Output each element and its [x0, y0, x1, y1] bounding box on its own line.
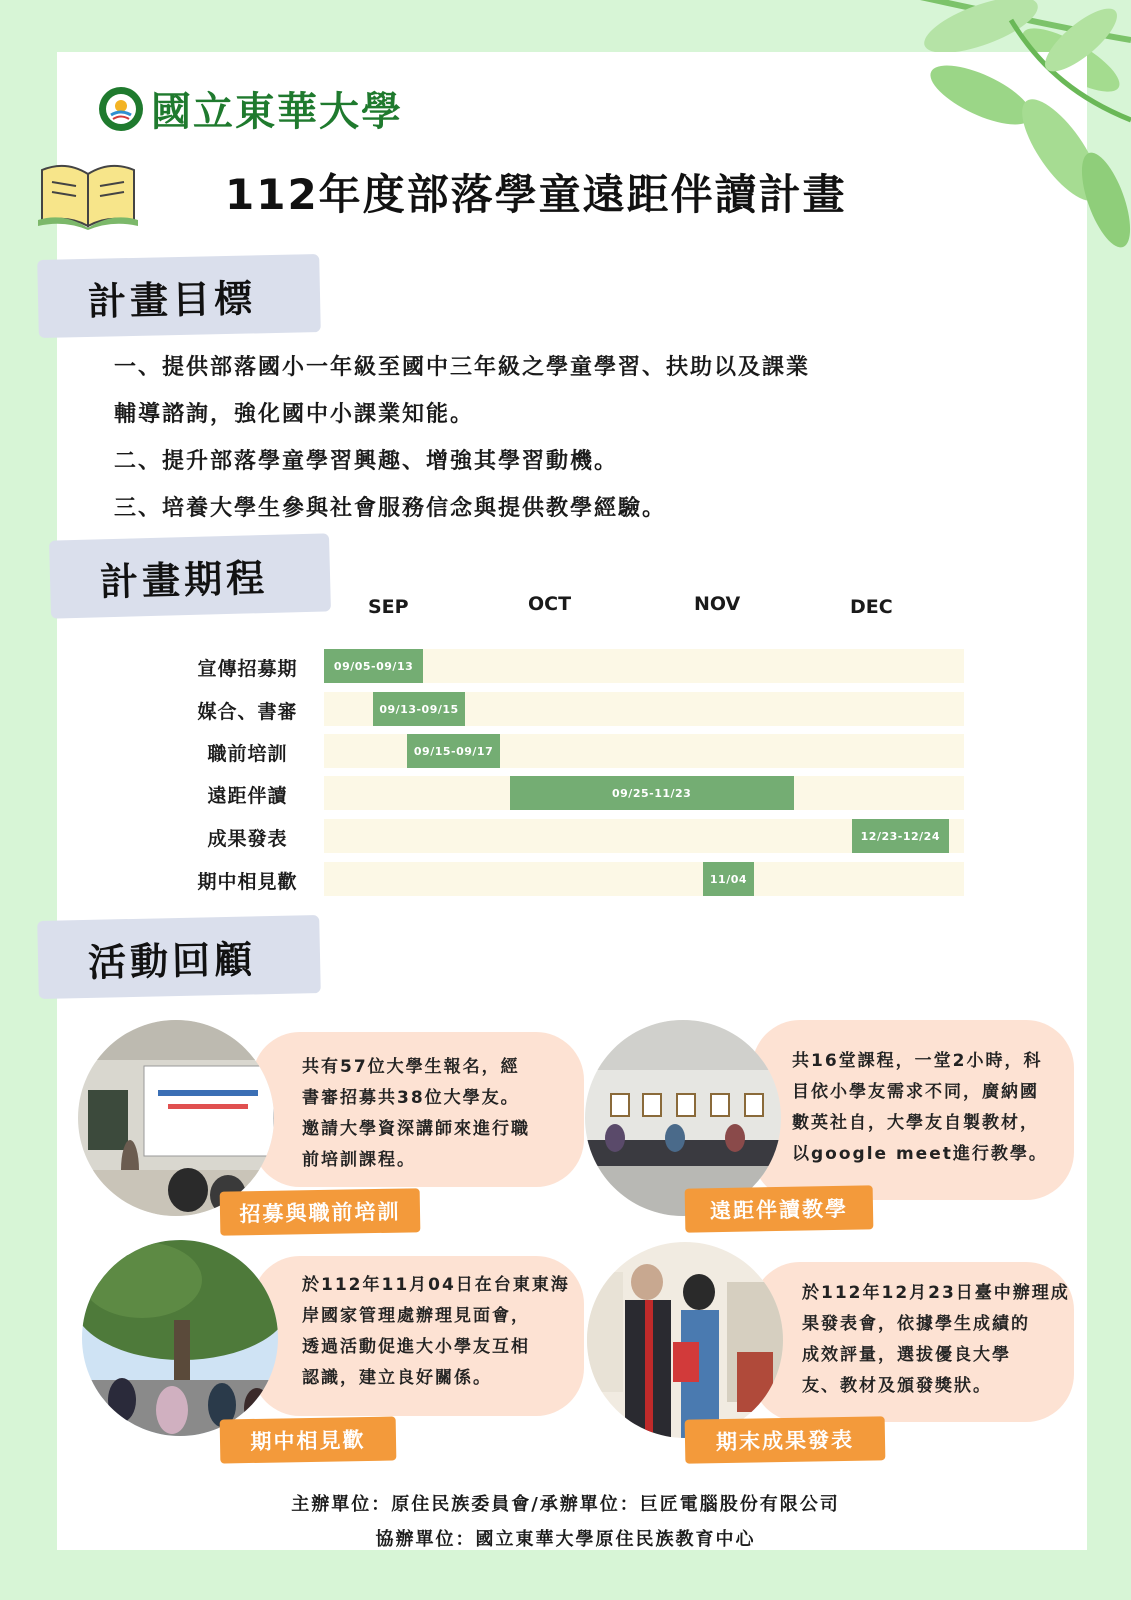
midterm-photo: [82, 1240, 278, 1436]
gantt-bar: 09/25-11/23: [510, 776, 794, 810]
organizer-line: 主辦單位：原住民族委員會/承辦單位：巨匠電腦股份有限公司: [291, 1494, 840, 1515]
teaching-card-label: 遠距伴讀教學: [685, 1185, 874, 1232]
final-card-text: 於112年12月23日臺中辦理成 果發表會，依據學生成績的 成效評量，選拔優良大學 友、教材及頒發獎狀。: [752, 1262, 1074, 1422]
university-seal-icon: [97, 85, 145, 133]
gantt-row-label: 成果發表: [207, 828, 288, 850]
gantt-bar: 09/13-09/15: [373, 692, 465, 726]
gantt-track: [324, 734, 964, 768]
schedule-section-title: 計畫期程: [49, 533, 331, 618]
gantt-bar: 09/05-09/13: [324, 649, 423, 683]
gantt-track: [324, 776, 964, 810]
gantt-bar: 11/04: [703, 862, 754, 896]
teaching-card-text: 共16堂課程，一堂2小時，科 目依小學友需求不同，廣納國 數英社自，大學友自製教材， 以google meet進行教學。: [752, 1020, 1074, 1200]
goal-line: 輔導諮詢，強化國中小課業知能。: [114, 402, 475, 427]
gantt-track: [324, 649, 964, 683]
university-name: 國立東華大學: [151, 88, 403, 135]
midterm-card-text: 於112年11月04日在台東東海 岸國家管理處辦理見面會， 透過活動促進大小學友互相 認識，建立良好關係。: [252, 1256, 584, 1416]
recruitment-card-label: 招募與職前培訓: [220, 1188, 421, 1235]
gantt-row-label: 期中相見歡: [197, 871, 298, 893]
gantt-bar: 09/15-09/17: [407, 734, 500, 768]
gantt-row-label: 遠距伴讀: [207, 785, 288, 807]
gantt-row-label: 宣傳招募期: [197, 658, 298, 680]
recruitment-photo: [78, 1020, 274, 1216]
gantt-track: [324, 692, 964, 726]
month-label-sep: SEP: [368, 596, 409, 618]
month-label-dec: DEC: [850, 596, 893, 618]
gantt-track: [324, 819, 964, 853]
goals-section-title: 計畫目標: [37, 254, 321, 338]
gantt-row-label: 職前培訓: [207, 743, 288, 765]
month-label-oct: OCT: [528, 593, 572, 615]
final-photo: [587, 1242, 783, 1438]
goal-line: 二、提升部落學童學習興趣、增強其學習動機。: [114, 449, 619, 474]
recruitment-card-text: 共有57位大學生報名，經 書審招募共38位大學友。 邀請大學資深講師來進行職 前培訓課程。: [252, 1032, 584, 1187]
co-organizer-line: 協辦單位：國立東華大學原住民族教育中心: [375, 1529, 756, 1550]
gantt-bar: 12/23-12/24: [852, 819, 949, 853]
goal-line: 三、培養大學生參與社會服務信念與提供教學經驗。: [114, 496, 667, 521]
gantt-track: [324, 862, 964, 896]
open-book-icon: [36, 160, 140, 230]
university-logo: [97, 80, 403, 137]
goals-list: [114, 344, 1014, 532]
final-card-label: 期末成果發表: [685, 1416, 886, 1463]
page-title: 112年度部落學童遠距伴讀計畫: [225, 170, 847, 219]
gantt-row-label: 媒合、書審: [197, 701, 298, 723]
midterm-card-label: 期中相見歡: [220, 1416, 397, 1463]
review-section-title: 活動回顧: [37, 915, 321, 999]
month-label-nov: NOV: [694, 593, 741, 615]
goal-line: 一、提供部落國小一年級至國中三年級之學童學習、扶助以及課業: [114, 355, 811, 380]
